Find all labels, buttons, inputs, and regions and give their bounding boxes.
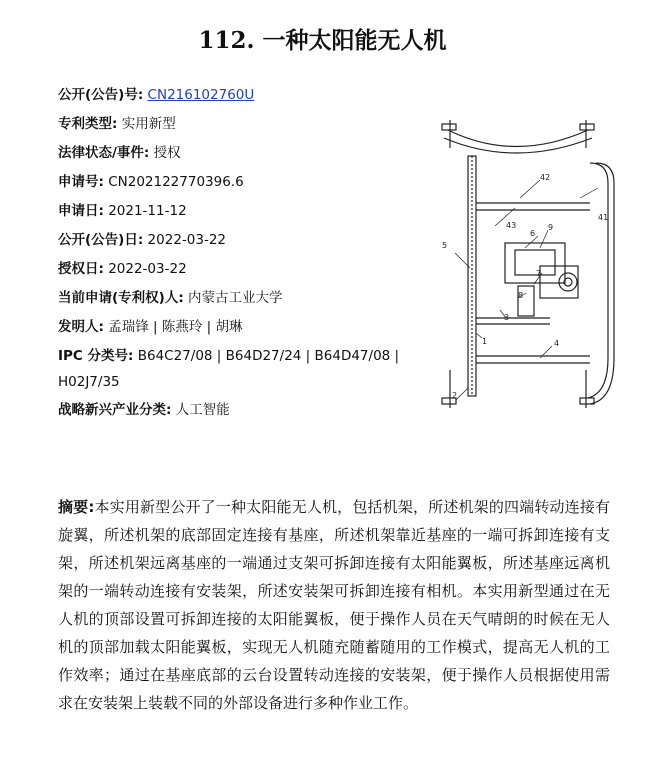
patent-fields (58, 86, 418, 430)
field-publication-date (58, 231, 418, 250)
figure-label: 41 (598, 213, 609, 222)
field-label: 公开(公告)日: (58, 232, 144, 248)
patent-drawing (420, 108, 620, 413)
field-ipc (58, 343, 418, 395)
support-frame (588, 163, 608, 398)
field-applicant (58, 289, 418, 308)
figure-label: 6 (530, 229, 536, 238)
field-publication-number (58, 86, 418, 105)
page-title: 112. 一种太阳能无人机 (198, 27, 447, 54)
base (505, 243, 565, 283)
field-label: 申请日: (58, 203, 104, 219)
field-label: 授权日: (58, 261, 104, 277)
figure-label: 1 (482, 337, 488, 346)
field-label: 当前申请(专利权)人: (58, 290, 184, 306)
field-value: 授权 (153, 145, 181, 161)
field-inventors (58, 318, 418, 337)
field-label: 法律状态/事件: (58, 145, 150, 161)
field-value: 2022-03-22 (108, 261, 187, 277)
field-value: 人工智能 (175, 402, 230, 418)
field-label: 专利类型: (58, 116, 118, 132)
field-value: CN202122770396.6 (108, 174, 244, 190)
field-patent-type (58, 115, 418, 134)
field-value: B64C27/08 | B64D27/24 | B64D47/08 | H02J7/35 (58, 348, 400, 390)
field-label: 申请号: (58, 174, 104, 190)
figure-label: 5 (442, 241, 448, 250)
field-application-date (58, 202, 418, 221)
figure-label: 42 (540, 173, 551, 182)
field-value: 孟瑞锋 | 陈燕玲 | 胡琳 (108, 319, 243, 335)
abstract (58, 493, 610, 717)
field-grant-date (58, 260, 418, 279)
field-value: 内蒙古工业大学 (188, 290, 283, 306)
field-label: 公开(公告)号: (58, 87, 144, 103)
figure-label: 7 (536, 269, 542, 278)
figure-label: 9 (548, 223, 554, 232)
figure-label: 3 (504, 313, 510, 322)
figure-label: 8 (518, 291, 524, 300)
field-legal-status (58, 144, 418, 163)
field-label: 发明人: (58, 319, 104, 335)
field-application-number (58, 173, 418, 192)
abstract-label: 摘要: (58, 498, 95, 516)
field-label: IPC 分类号: (58, 348, 134, 364)
figure-label: 43 (506, 221, 517, 230)
field-value: 2021-11-12 (108, 203, 187, 219)
abstract-text: 本实用新型公开了一种太阳能无人机，包括机架，所述机架的四端转动连接有旋翼，所述机架的底部固定连接有基座，所述机架靠近基座的一端可拆卸连接有支架，所述机架远离基座的一端通过支架可拆卸连接有太阳能翼板，所述基座远离机架的一端转动连接有安装架，所述安装架可拆卸连接有相机。本实用新型通过在无人机的顶部设置可拆卸连接的太阳能翼板，便于操作人员在天气晴朗的时候在无人机的顶部加载太阳能翼板，实现无人机随充随蓄随用的工作模式，提高无人机的工作效率；通过在基座底部的云台设置转动连接的安装架，便于操作人员根据使用需求在安装架上装载不同的外部设备进行多种作业工作。 (58, 498, 610, 712)
field-label: 战略新兴产业分类: (58, 402, 172, 418)
field-value: 2022-03-22 (147, 232, 227, 248)
figure-label: 2 (452, 391, 458, 400)
figure-label: 4 (554, 339, 560, 348)
publication-number-link[interactable]: CN216102760U (147, 87, 255, 103)
field-value: 实用新型 (121, 116, 176, 132)
field-industry-category (58, 401, 418, 420)
solar-panel-top (448, 130, 588, 147)
